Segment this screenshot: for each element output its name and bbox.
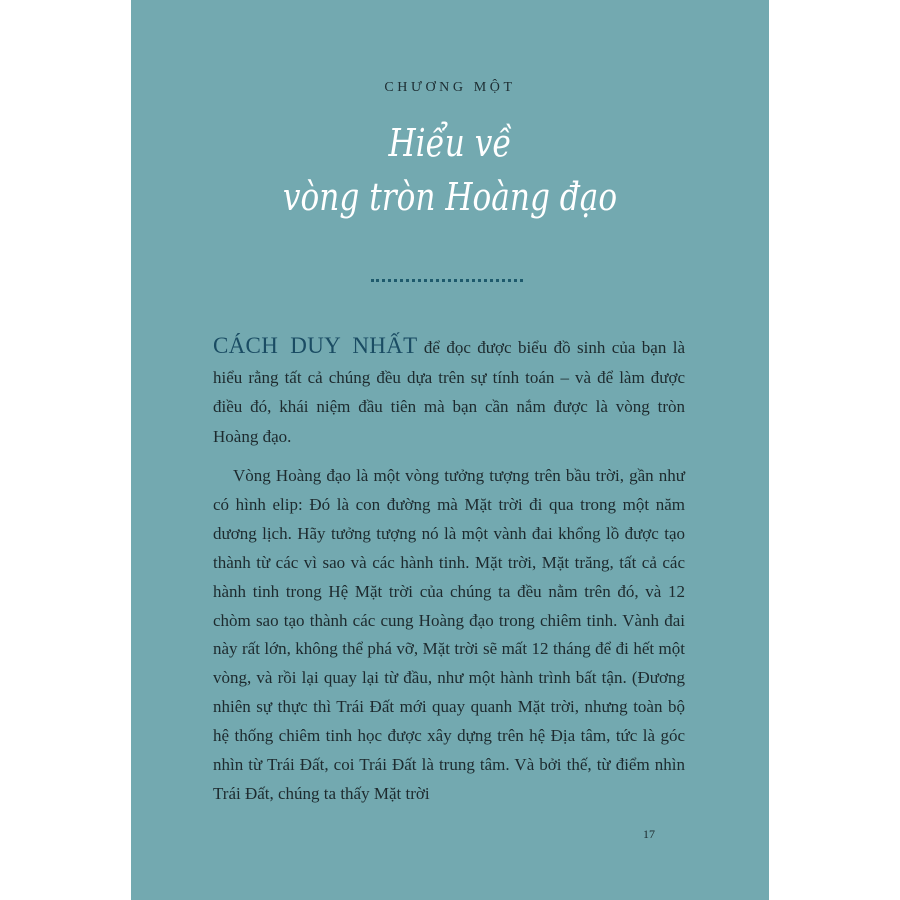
chapter-title-line-1: Hiểu về <box>388 121 512 165</box>
dotted-divider <box>371 279 523 282</box>
lead-in-caps: CÁCH DUY NHẤT <box>213 333 418 358</box>
book-page <box>131 0 769 900</box>
page-number: 17 <box>643 827 655 841</box>
chapter-label: CHƯƠNG MỘT <box>384 80 516 95</box>
paragraph-1-text: để đọc được biểu đồ sinh của bạn là hiểu rằng tất cả chúng đều dựa trên sự tính toán – và để làm được điều đó, khái niệm đầu tiên mà bạn cần nắm được là vòng tròn Hoàng đạo. <box>213 338 686 446</box>
chapter-title-line-2: vòng tròn Hoàng đạo <box>282 175 618 219</box>
paragraph-2: Vòng Hoàng đạo là một vòng tưởng tượng trên bầu trời, gần như có hình elip: Đó là con đường mà Mặt trời đi qua trong một năm dương lịch. Hãy tưởng tượng nó là một vành đai khổng lồ được tạo thành từ các vì sao và các hành tinh. Mặt trời, Mặt trăng, tất cả các hành tinh trong Hệ Mặt trời của chúng ta đều nằm trên đó, và 12 chòm sao tạo thành các cung Hoàng đạo trong chiêm tinh. Vành đai này rất lớn, không thể phá vỡ, Mặt trời sẽ mất 12 tháng để đi hết một vòng, và rồi lại quay lại từ đầu, như một hành trình bất tận. (Đương nhiên sự thực thì Trái Đất mới quay quanh Mặt trời, nhưng toàn bộ hệ thống chiêm tinh học được xây dựng trên hệ Địa tâm, tức là góc nhìn từ Trái Đất, coi Trái Đất là trung tâm. Và bởi thế, từ điểm nhìn Trái Đất, chúng ta thấy Mặt trời <box>213 466 685 803</box>
chapter-title <box>188 116 711 224</box>
paragraph-1 <box>213 331 685 451</box>
